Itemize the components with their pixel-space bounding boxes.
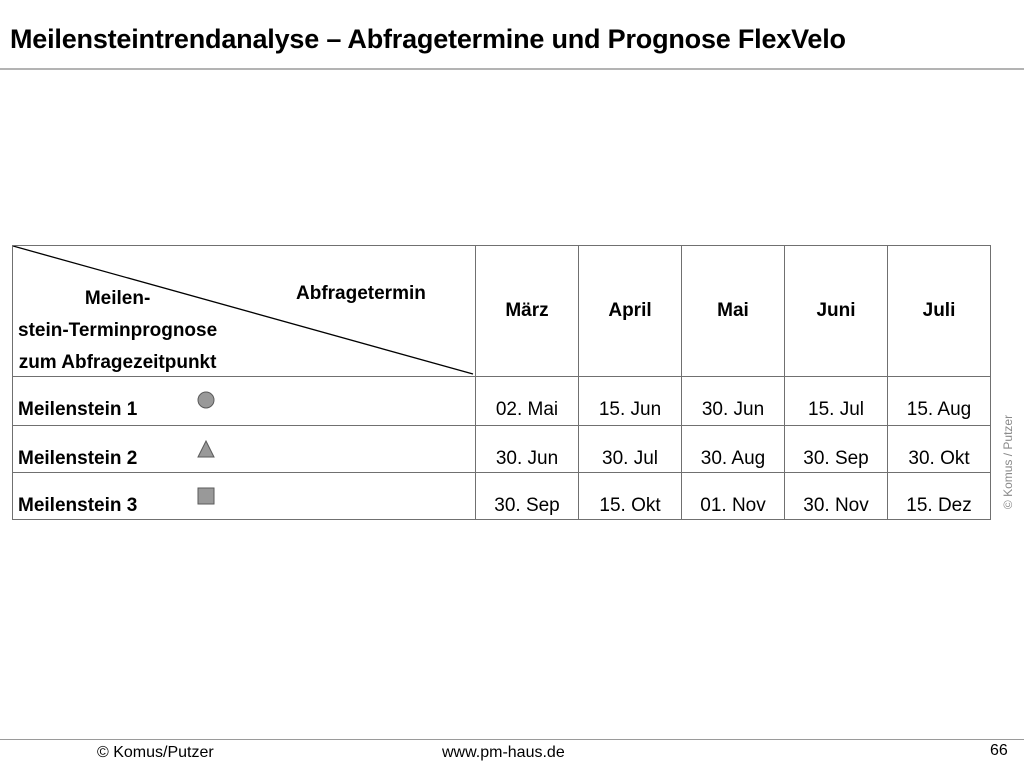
table-cell: 30. Nov [785,473,888,520]
square-icon [197,487,215,505]
table-row-milestone-2 [13,426,991,473]
forecast-label-line: stein-Terminprognose [18,320,218,341]
table-row-milestone-1 [13,377,991,426]
milestone-name: Meilenstein 1 [18,399,138,420]
column-header-mai: Mai [682,246,785,377]
column-header-april: April [579,246,682,377]
row-header-milestone-1 [13,377,476,426]
milestone-name: Meilenstein 3 [18,495,138,516]
table-cell: 15. Dez [888,473,991,520]
table-cell: 30. Jun [476,426,579,473]
forecast-label-line: zum Abfragezeitpunkt [18,352,217,373]
table-cell: 02. Mai [476,377,579,426]
column-header-juli: Juli [888,246,991,377]
table-cell: 30. Aug [682,426,785,473]
page-title: Meilensteintrendanalyse – Abfragetermine und Prognose FlexVelo [10,24,846,54]
milestone-name: Meilenstein 2 [18,448,138,469]
table-cell: 15. Okt [579,473,682,520]
table-cell: 30. Sep [476,473,579,520]
forecast-label-line: Meilen- [84,288,151,309]
row-header-milestone-3 [13,473,476,520]
side-copyright: © Komus / Putzer [1001,414,1015,510]
column-header-maerz: März [476,246,579,377]
table-header-row [13,246,991,377]
footer-divider [0,739,1024,740]
milestone-trend-table [12,245,991,520]
table-cell: 30. Sep [785,426,888,473]
title-divider [0,68,1024,70]
query-date-label: Abfragetermin [296,283,426,304]
table-cell: 15. Aug [888,377,991,426]
footer-website: www.pm-haus.de [442,744,565,761]
table-cell: 30. Okt [888,426,991,473]
row-header-milestone-2 [13,426,476,473]
triangle-icon [197,440,215,458]
table-cell: 30. Jun [682,377,785,426]
column-header-juni: Juni [785,246,888,377]
table-row-milestone-3 [13,473,991,520]
table-cell: 15. Jun [579,377,682,426]
table-cell: 15. Jul [785,377,888,426]
circle-icon [197,391,215,409]
table-corner-cell [13,246,476,377]
page-number: 66 [990,742,1008,759]
footer-copyright: © Komus/Putzer [97,744,214,761]
forecast-label [18,283,217,379]
table-cell: 30. Jul [579,426,682,473]
table-cell: 01. Nov [682,473,785,520]
